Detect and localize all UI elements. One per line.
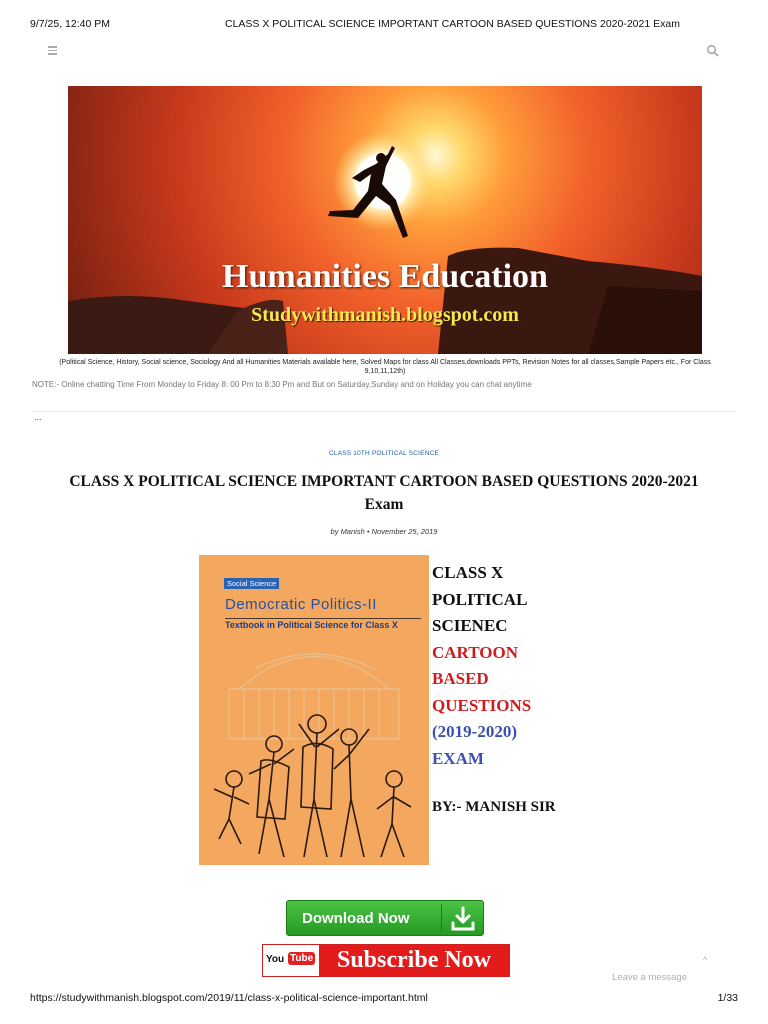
book-badge: Social Science (224, 578, 279, 589)
print-footer (30, 992, 738, 1006)
side-line-2: POLITICAL (432, 589, 528, 609)
book-cover-image (199, 555, 429, 865)
download-arrow-icon (450, 906, 476, 932)
post-category-link[interactable]: CLASS 10TH POLITICAL SCIENCE (328, 450, 440, 457)
subscribe-now-label: Subscribe Now (319, 945, 509, 976)
post-title: CLASS X POLITICAL SCIENCE IMPORTANT CARTOON BASED QUESTIONS 2020-2021 Exam (69, 473, 699, 513)
print-page-title: CLASS X POLITICAL SCIENCE IMPORTANT CARTOON BASED QUESTIONS 2020-2021 Exam (225, 18, 680, 30)
side-line-3: SCIENEC (432, 616, 508, 635)
divider (32, 411, 736, 412)
download-now-button[interactable] (286, 900, 484, 936)
search-icon[interactable] (706, 44, 720, 58)
print-page-count: 1/33 (717, 992, 738, 1004)
hamburger-icon[interactable] (48, 46, 57, 55)
parliament-cartoon-illustration (199, 629, 429, 865)
leave-message-chat[interactable]: Leave a message (612, 972, 687, 983)
print-datetime: 9/7/25, 12:40 PM (30, 18, 110, 30)
side-line-6: QUESTIONS (432, 695, 532, 715)
print-header (30, 18, 738, 32)
youtube-subscribe-banner[interactable] (262, 944, 510, 977)
blog-topbar (46, 44, 722, 60)
book-subtitle: Textbook in Political Science for Class X (225, 620, 398, 630)
side-line-7: (2019-2020) (432, 722, 517, 741)
print-url: https://studywithmanish.blogspot.com/2019/11/class-x-political-science-important.html (30, 992, 428, 1004)
download-label: Download Now (302, 910, 410, 927)
side-line-8: EXAM (432, 748, 484, 768)
youtube-tube: Tube (290, 953, 314, 964)
byline-separator: • (366, 527, 370, 536)
side-line-1: CLASS X (432, 563, 504, 582)
post-byline (0, 527, 768, 536)
side-line-4: CARTOON (432, 642, 518, 662)
side-line-5: BASED (432, 669, 489, 688)
blog-tagline: (Political Science, History, Social science, Sociology And all Humanities Materials available here, Solved Maps for class All Classes,downloads PPTs, Revision Notes for all classes,Sample Papers etc., For Class 9,10,11,12th) (59, 359, 711, 375)
youtube-logo (263, 945, 319, 976)
youtube-you: You (266, 954, 285, 965)
book-title: Democratic Politics-II (225, 596, 377, 613)
banner-subtitle: Studywithmanish.blogspot.com (251, 304, 519, 326)
header-banner[interactable] (68, 86, 702, 354)
download-separator (441, 904, 442, 932)
chevron-up-icon[interactable]: ^ (703, 955, 708, 965)
side-author: BY:- MANISH SIR (432, 799, 556, 815)
ellipsis: ... (34, 412, 42, 422)
chat-time-note: NOTE:- Online chatting Time From Monday to Friday 8: 00 Pm to 8:30 Pm and But on Saturday,Sunday and on Holiday you can chat anytime (32, 380, 532, 389)
byline-prefix: by (330, 527, 339, 536)
post-date: November 25, 2019 (371, 527, 438, 536)
cover-side-text (432, 560, 632, 821)
banner-title: Humanities Education (222, 258, 548, 295)
book-rule (225, 618, 421, 619)
author-link[interactable]: Manish (340, 527, 365, 536)
